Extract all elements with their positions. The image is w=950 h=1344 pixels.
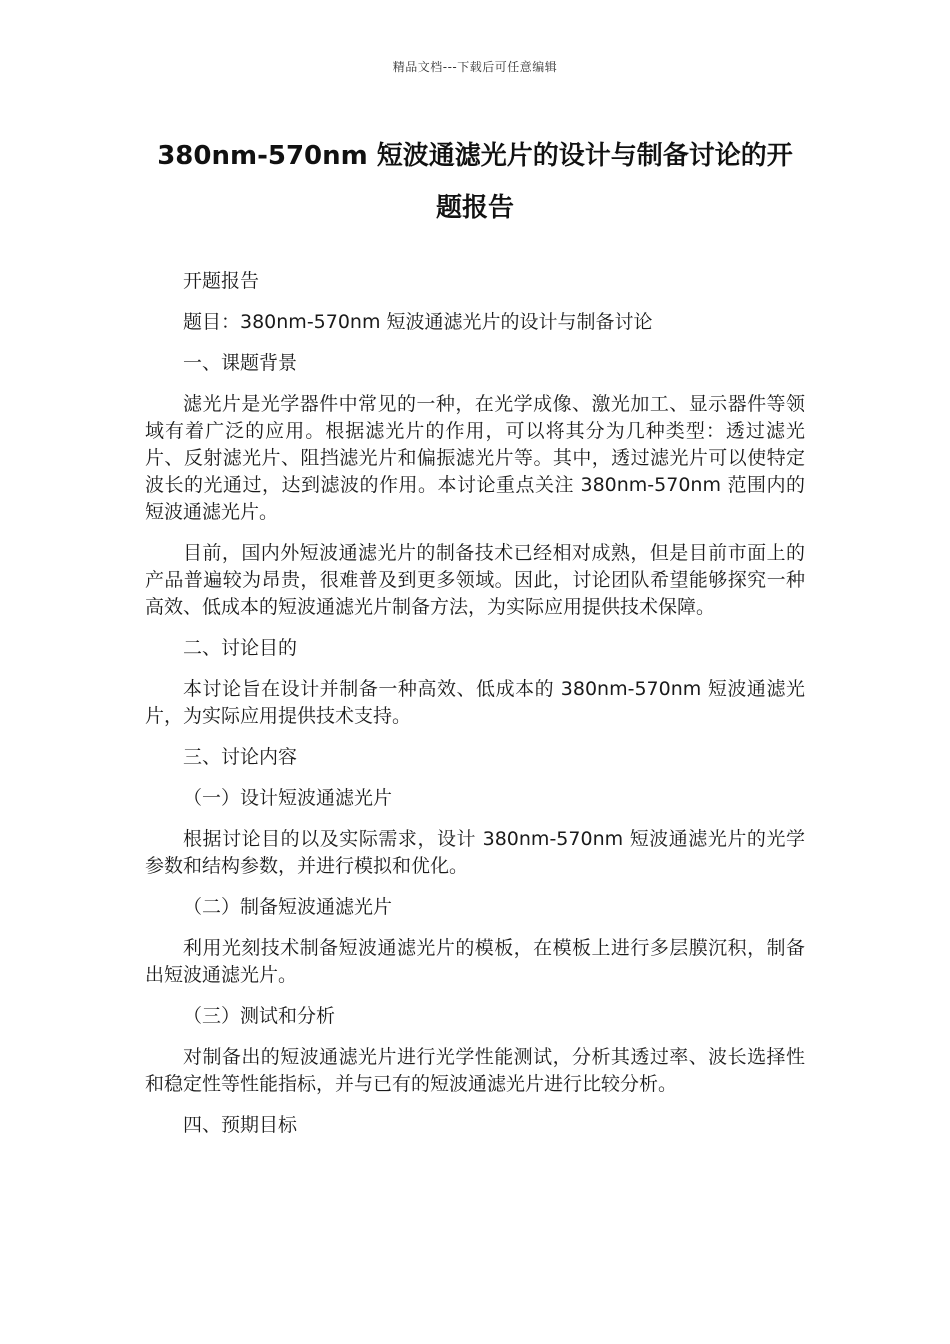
paragraph-purpose: 本讨论旨在设计并制备一种高效、低成本的 380nm-570nm 短波通滤光片，为实际应用提供技术支持。 xyxy=(145,678,805,727)
subheading-fabrication: （二）制备短波通滤光片 xyxy=(183,896,393,918)
topic-line: 题目：380nm-570nm 短波通滤光片的设计与制备讨论 xyxy=(183,311,653,333)
paragraph-background-2: 目前，国内外短波通滤光片的制备技术已经相对成熟，但是目前市面上的产品普遍较为昂贵，很难普及到更多领域。因此，讨论团队希望能够探究一种高效、低成本的短波通滤光片制备方法，为实际应用提供技术保障。 xyxy=(145,542,805,618)
document-body xyxy=(145,268,805,1153)
subheading-design: （一）设计短波通滤光片 xyxy=(183,787,393,809)
paragraph-design: 根据讨论目的以及实际需求，设计 380nm-570nm 短波通滤光片的光学参数和结构参数，并进行模拟和优化。 xyxy=(145,828,805,877)
section-heading-content: 三、讨论内容 xyxy=(183,746,298,768)
section-heading-background: 一、课题背景 xyxy=(183,352,298,374)
section-heading-purpose: 二、讨论目的 xyxy=(183,637,298,659)
section-heading-goals: 四、预期目标 xyxy=(183,1114,298,1136)
paragraph-fabrication: 利用光刻技术制备短波通滤光片的模板，在模板上进行多层膜沉积，制备出短波通滤光片。 xyxy=(145,937,805,986)
header-note: 精品文档---下载后可任意编辑 xyxy=(392,60,558,74)
document-title: 380nm-570nm 短波通滤光片的设计与制备讨论的开题报告 xyxy=(157,141,793,223)
report-label: 开题报告 xyxy=(183,270,260,292)
paragraph-testing: 对制备出的短波通滤光片进行光学性能测试，分析其透过率、波长选择性和稳定性等性能指标，并与已有的短波通滤光片进行比较分析。 xyxy=(145,1046,805,1095)
paragraph-background-1: 滤光片是光学器件中常见的一种，在光学成像、激光加工、显示器件等领域有着广泛的应用。根据滤光片的作用，可以将其分为几种类型：透过滤光片、反射滤光片、阻挡滤光片和偏振滤光片等。其中，透过滤光片可以使特定波长的光通过，达到滤波的作用。本讨论重点关注 380nm-570nm 范围内的短波通滤光片。 xyxy=(145,393,805,523)
subheading-testing: （三）测试和分析 xyxy=(183,1005,336,1027)
